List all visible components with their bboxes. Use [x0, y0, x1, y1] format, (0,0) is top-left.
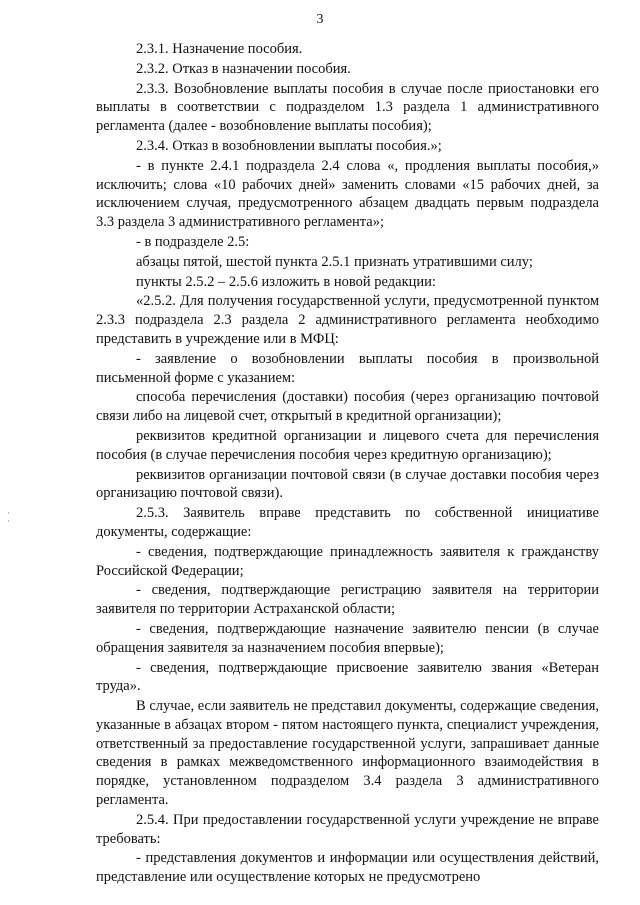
document-body [96, 40, 599, 887]
scan-artifact [8, 512, 9, 514]
paragraph: - представления документов и информации или осуществления действий, представление или осуществление которых не предусмотрено [96, 850, 599, 886]
paragraph: - сведения, подтверждающие назначение заявителю пенсии (в случае обращения заявителя за назначением пособия впервые); [96, 620, 599, 656]
scan-artifact [8, 520, 9, 522]
page-number: 3 [316, 12, 324, 27]
paragraph: способа перечисления (доставки) пособия (через организацию почтовой связи либо на лицевой счет, открытый в кредитной организации); [96, 389, 599, 425]
paragraph: - заявление о возобновлении выплаты пособия в произвольной письменной форме с указанием: [96, 350, 599, 386]
paragraph: реквизитов организации почтовой связи (в случае доставки пособия через организацию почтовой связи). [96, 466, 599, 502]
paragraph: 2.3.1. Назначение пособия. [136, 41, 303, 57]
paragraph: реквизитов кредитной организации и лицевого счета для перечисления пособия (в случае перечисления пособия через кредитную организацию); [96, 427, 599, 463]
paragraph: 2.5.4. При предоставлении государственной услуги учреждение не вправе требовать: [96, 811, 599, 847]
paragraph: абзацы пятой, шестой пункта 2.5.1 признать утратившими силу; [136, 253, 533, 270]
paragraph: 2.3.2. Отказ в назначении пособия. [136, 60, 351, 77]
paragraph: - сведения, подтверждающие присвоение заявителю звания «Ветеран труда». [96, 659, 599, 695]
paragraph: пункты 2.5.2 – 2.5.6 изложить в новой редакции: [136, 273, 436, 290]
paragraph: 2.3.3. Возобновление выплаты пособия в случае после приостановки его выплаты в соответствии с подразделом 1.3 раздела 1 административного регламента (далее - возобновление выплаты пособия); [96, 80, 599, 135]
paragraph: - сведения, подтверждающие регистрацию заявителя на территории заявителя по территории Астраханской области; [96, 582, 599, 618]
paragraph: - в пункте 2.4.1 подраздела 2.4 слова «, продления выплаты пособия,» исключить; слова «10 рабочих дней» заменить словами «15 рабочих дней, за исключением случая, предусмотренного абзацем двадцать первым подраздела 3.3 раздела 3 административного регламента»; [96, 157, 599, 231]
paragraph: 2.3.4. Отказ в возобновлении выплаты пособия.»; [136, 137, 442, 154]
paragraph: В случае, если заявитель не представил документы, содержащие сведения, указанные в абзацах втором - пятом настоящего пункта, специалист учреждения, ответственный за предоставление государственной услуги, запрашивает данные сведения в рамках межведомственного информационного взаимодействия в порядке, установленном подразделом 3.4 раздела 3 административного регламента. [96, 698, 599, 809]
paragraph: «2.5.2. Для получения государственной услуги, предусмотренной пунктом 2.3.3 подраздела 2.3 раздела 2 административного регламента необходимо представить в учреждение или в МФЦ: [96, 293, 599, 347]
paragraph: - сведения, подтверждающие принадлежность заявителя к гражданству Российской Федерации; [96, 543, 599, 579]
paragraph: - в подразделе 2.5: [136, 233, 250, 250]
paragraph: 2.5.3. Заявитель вправе представить по собственной инициативе документы, содержащие: [96, 505, 599, 540]
